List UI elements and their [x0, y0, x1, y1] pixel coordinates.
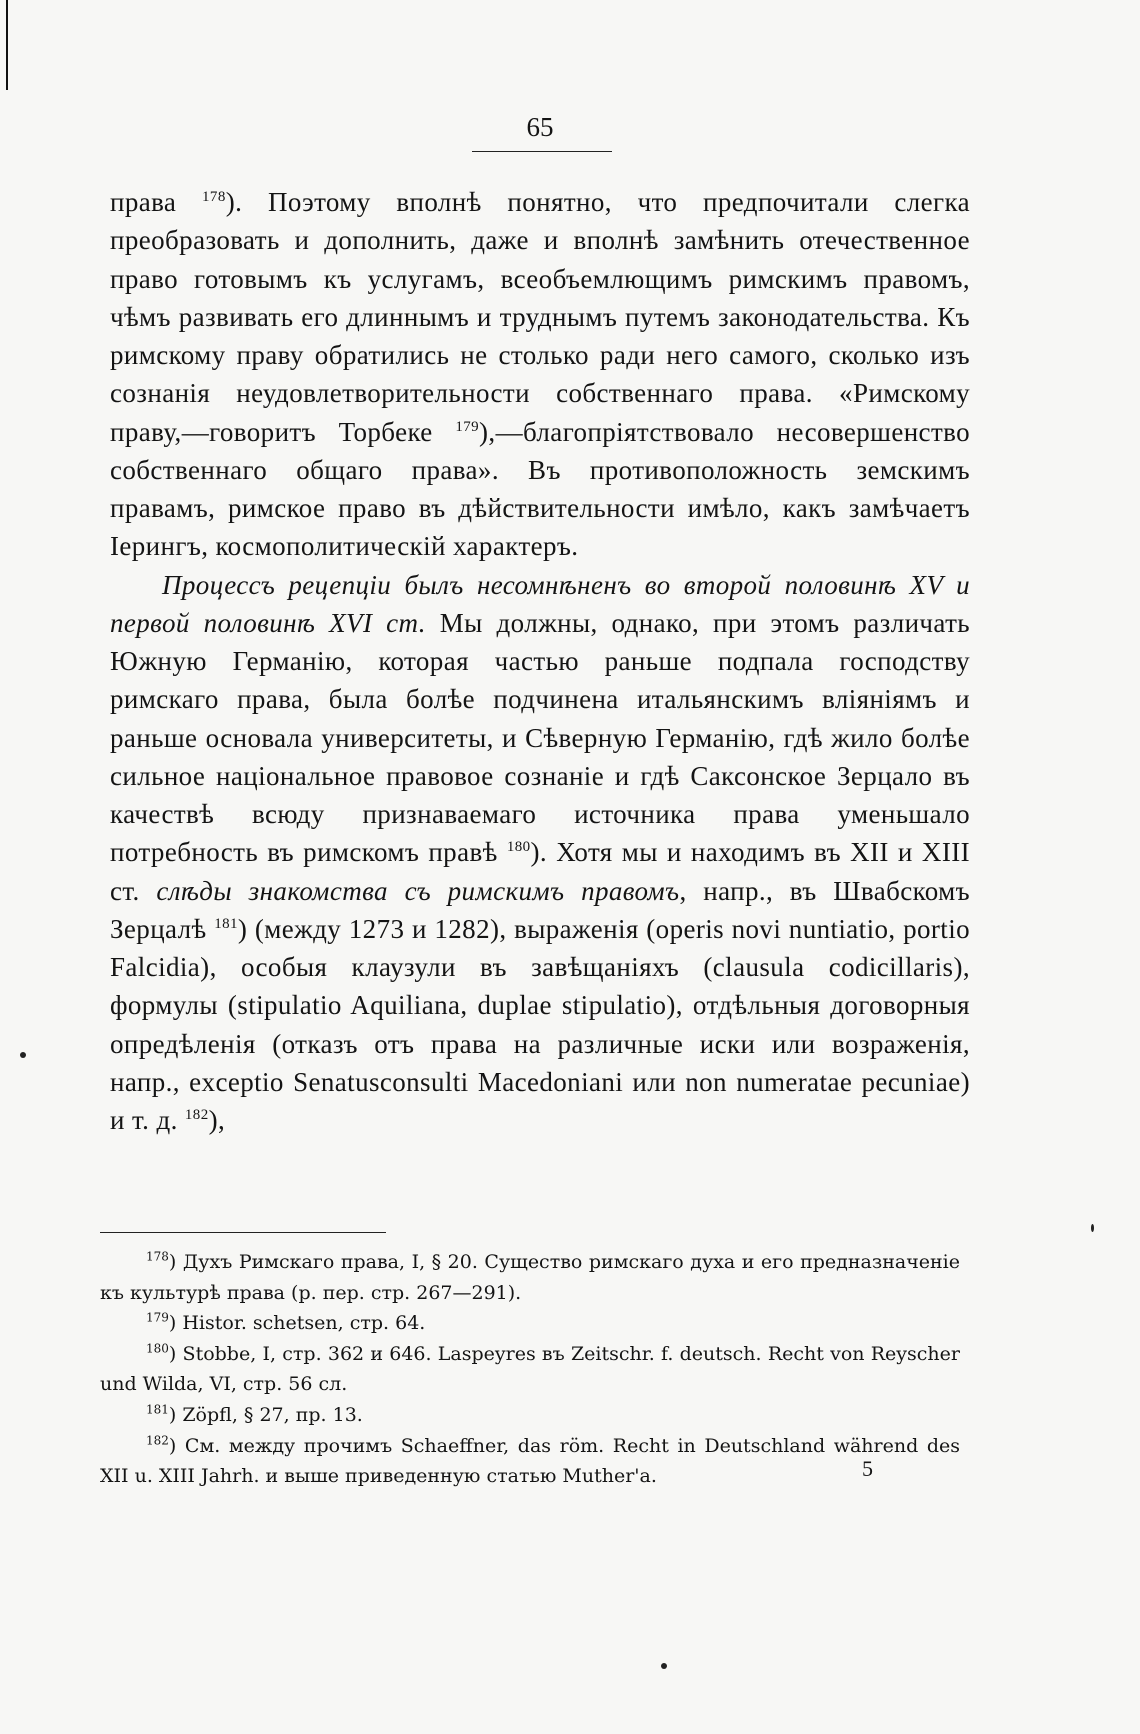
emphasized-text: Процессъ рецепціи былъ несомнѣненъ во второй половинѣ XV и первой половинѣ XVI ст.: [110, 569, 970, 638]
footnote-mark: 180: [146, 1341, 169, 1356]
footnote: [100, 1247, 960, 1308]
text-run: ),—благопріятствовало несовершенство собственнаго общаго права». Въ противоположность земскимъ правамъ, римское право въ дѣйствительности имѣло, какъ замѣчаетъ Іерингъ, космополитическій характеръ.: [110, 416, 971, 562]
footnote-reference: 182: [184, 1107, 209, 1123]
page-number: 65: [526, 112, 554, 142]
text-run: ),: [208, 1105, 226, 1135]
text-run: права: [110, 187, 203, 217]
footnote-text: ) Духъ Римскаго права, I, § 20. Существо римскаго духа и его предназначеніе къ культурѣ права (р. пер. стр. 267—291).: [100, 1251, 960, 1304]
footnotes: [100, 1247, 960, 1492]
text-run: ) (между 1273 и 1282), выраженія (operis novi nuntiatio, portio Falcidia), особыя клаузули въ завѣщаніяхъ (clausula codicillaris), формулы (stipulatio Aquiliana, duplae stipulatio), отдѣльныя договорныя опредѣленія (отказъ отъ права на различные иски или возраженія, напр., exceptio Senatusconsulti Macedoniani или non numeratae pecuniae) и т. д.: [110, 913, 970, 1135]
text-run: , напр., въ Швабскомъ Зерцалѣ: [110, 875, 970, 944]
footnote-reference: 180: [506, 839, 531, 856]
footnote: [100, 1308, 960, 1339]
footnote-reference: 179: [455, 418, 480, 435]
footnote-reference: 178: [202, 189, 226, 205]
footnote-text: ) Zöpfl, § 27, пр. 13.: [168, 1403, 363, 1426]
footnote: [100, 1400, 960, 1431]
text-run: Мы должны, однако, при этомъ различать Южную Германію, которая частью раньше подпала господству римскаго права, была болѣе подчинена итальянскимъ вліяніямъ и раньше основала университеты, и Сѣверную Германію, гдѣ жило болѣе сильное національное правовое сознаніе и гдѣ Саксонское Зерцало въ качествѣ всюду признаваемаго источника права уменьшало потребность въ римскомъ правѣ: [110, 607, 971, 868]
footnote-mark: 181: [146, 1402, 169, 1417]
page-number-rule: [472, 151, 612, 152]
scan-speck: [661, 1663, 667, 1669]
footnote-mark: 178: [146, 1249, 169, 1264]
footnote-mark: 182: [146, 1433, 169, 1448]
signature-mark: 5: [862, 1456, 873, 1481]
footnote-divider: [100, 1232, 386, 1233]
footnote-mark: 179: [146, 1310, 169, 1325]
footnote-reference: 181: [214, 915, 238, 932]
paragraph: [110, 566, 970, 1140]
main-text: [110, 183, 970, 1139]
scan-speck: [1091, 1224, 1094, 1232]
footnote-text: ) См. между прочимъ Schaeffner, das röm. Recht in Deutschland während des XII u. XIII Jahrh. и выше приведенную статью Muther'a.: [100, 1434, 960, 1488]
text-run: ). Поэтому вполнѣ понятно, что предпочитали слегка преобразовать и дополнить, даже и вполнѣ замѣнить отечественное право готовымъ къ услугамъ, всеобъемлющимъ римскимъ правомъ, чѣмъ развивать его длиннымъ и труднымъ путемъ законодательства. Къ римскому праву обратились не столько ради него самого, сколько изъ сознанія неудовлетворительности собственнаго права. «Римскому праву,—говоритъ Торбеке: [110, 187, 970, 447]
footnote: [100, 1339, 960, 1400]
footnote-text: ) Histor. schetsen, стр. 64.: [168, 1312, 426, 1335]
emphasized-text: слѣды знакомства съ римскимъ правомъ: [156, 875, 680, 906]
text-run: ). Хотя мы и находимъ въ XII и XIII ст.: [110, 837, 971, 906]
scan-edge-mark: [6, 0, 8, 90]
paragraph: [110, 183, 970, 566]
footnote-text: ) Stobbe, I, стр. 362 и 646. Laspeyres въ Zeitschr. f. deutsch. Recht von Reyscher und Wilda, VI, стр. 56 сл.: [100, 1342, 960, 1396]
scan-speck: [20, 1052, 26, 1058]
footnote: [100, 1431, 960, 1492]
